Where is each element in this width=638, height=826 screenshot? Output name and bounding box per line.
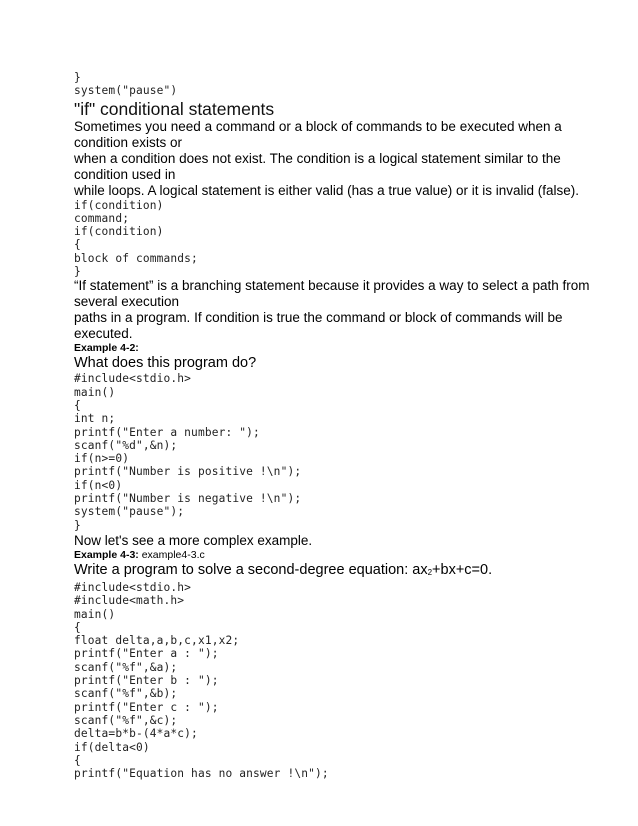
- code-line: if(n>=0): [74, 452, 130, 466]
- section-heading: "if" conditional statements: [74, 98, 275, 119]
- code-line: if(n<0): [74, 478, 123, 492]
- text-line: condition used in: [74, 166, 176, 182]
- code-line: #include<stdio.h>: [74, 372, 192, 386]
- code-line: printf("Number is negative !\n");: [74, 492, 302, 506]
- code-line: {: [74, 238, 81, 252]
- code-line: system("pause"): [74, 84, 178, 98]
- text-line: paths in a program. If condition is true the command or block of commands will be: [74, 310, 563, 326]
- example1-code-block: [74, 372, 614, 532]
- code-line: scanf("%f",&c);: [74, 713, 178, 727]
- exponent: 2: [427, 567, 433, 577]
- code-line: }: [74, 518, 81, 532]
- code-line: printf("Equation has no answer !\n");: [74, 767, 329, 781]
- example2-code-block: [74, 581, 614, 780]
- text-line: while loops. A logical statement is either valid (has a true value) or it is invalid (false).: [74, 182, 579, 198]
- syntax-code-block: [74, 199, 614, 279]
- code-line: printf("Enter c : ");: [74, 700, 219, 714]
- code-line: printf("Number is positive !\n");: [74, 465, 302, 479]
- branch-paragraph: [74, 278, 614, 342]
- code-line: {: [74, 398, 81, 412]
- text-line: “If statement” is a branching statement because it provides a way to select a path from: [74, 278, 590, 294]
- code-line: main(): [74, 385, 116, 399]
- code-line: }: [74, 71, 81, 84]
- code-line: block of commands;: [74, 251, 198, 265]
- code-line: scanf("%f",&b);: [74, 687, 178, 701]
- example-label: Example 4-2:: [74, 342, 139, 355]
- example-question: What does this program do?: [74, 355, 257, 372]
- code-line: }: [74, 265, 81, 279]
- example-question: Write a program to solve a second-degree equation: $ax_2+bx+c=0$.: [74, 561, 493, 578]
- code-line: printf("Enter a : ");: [74, 647, 219, 661]
- code-line: float delta,a,b,c,x1,x2;: [74, 634, 240, 648]
- code-line: if(condition): [74, 225, 164, 239]
- code-line: if(delta<0): [74, 740, 150, 754]
- text-line: Sometimes you need a command or a block of commands to be executed when a: [74, 118, 562, 134]
- text-line: condition exists or: [74, 134, 183, 150]
- code-line: delta=b*b-(4*a*c);: [74, 727, 198, 741]
- code-line: system("pause");: [74, 505, 185, 519]
- code-line: {: [74, 620, 81, 634]
- code-block-top: [74, 71, 614, 98]
- example-label: Example 4-3: example4-3.c: [74, 548, 205, 561]
- text-line: executed.: [74, 326, 133, 342]
- code-line: printf("Enter b : ");: [74, 674, 219, 688]
- code-line: #include<math.h>: [74, 594, 185, 608]
- code-line: printf("Enter a number: ");: [74, 425, 260, 439]
- code-line: command;: [74, 211, 130, 225]
- code-line: #include<stdio.h>: [74, 580, 192, 594]
- code-line: int n;: [74, 412, 116, 426]
- code-line: if(condition): [74, 198, 164, 212]
- code-line: {: [74, 753, 81, 767]
- document-page: [74, 71, 614, 780]
- code-line: scanf("%d",&n);: [74, 438, 178, 452]
- text-line: several execution: [74, 294, 180, 310]
- intro-paragraph: [74, 119, 614, 199]
- example-filename: example4-3.c: [141, 548, 205, 561]
- code-line: main(): [74, 607, 116, 621]
- text-line: when a condition does not exist. The condition is a logical statement similar to the: [74, 150, 561, 166]
- code-line: scanf("%f",&a);: [74, 660, 178, 674]
- complex-intro: Now let's see a more complex example.: [74, 532, 313, 548]
